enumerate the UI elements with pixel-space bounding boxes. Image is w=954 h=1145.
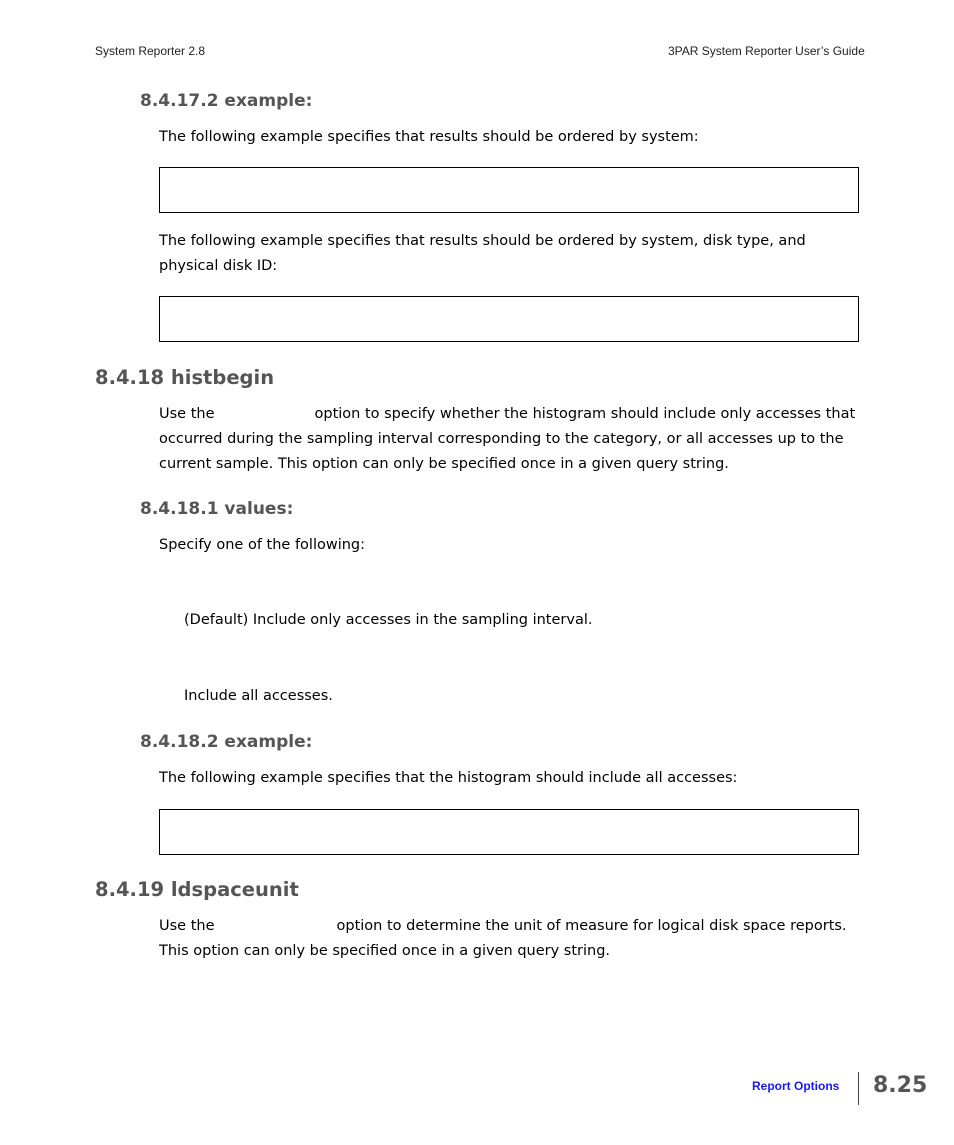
page-number: 8.25 — [873, 1073, 928, 1098]
paragraph-histogram-example — [159, 766, 859, 791]
heading-8-4-17-2: 8.4.17.2 example: — [140, 91, 313, 111]
paragraph-line: The following example specifies that results should be ordered by system: — [159, 129, 699, 145]
code-example-box-1 — [159, 167, 859, 213]
paragraph-line: The following example specifies that the histogram should include all accesses: — [159, 770, 738, 786]
paragraph-line: The following example specifies that results should be ordered by system, disk type, and — [159, 233, 806, 249]
paragraph-order-by-system-disk — [159, 229, 859, 279]
code-example-box-3 — [159, 809, 859, 855]
paragraph-histbegin — [159, 402, 859, 477]
running-header-right: 3PAR System Reporter User’s Guide — [668, 44, 865, 58]
heading-8-4-18-histbegin: 8.4.18 histbegin — [95, 366, 275, 389]
paragraph-line: This option can only be specified once in a given query string. — [159, 943, 611, 959]
text-fragment: option to determine the unit of measure for logical disk space reports. — [336, 918, 847, 934]
value-description-all: Include all accesses. — [184, 688, 333, 704]
paragraph-line: Specify one of the following: — [159, 537, 366, 553]
paragraph-ldspaceunit — [159, 914, 859, 964]
text-fragment: option to specify whether the histogram should include only accesses that — [314, 406, 856, 422]
paragraph-order-by-system — [159, 125, 859, 150]
text-fragment: Use the — [159, 918, 215, 934]
paragraph-line — [159, 914, 859, 939]
running-header-left: System Reporter 2.8 — [95, 44, 206, 58]
heading-8-4-18-1: 8.4.18.1 values: — [140, 499, 294, 519]
heading-8-4-19-ldspaceunit: 8.4.19 ldspaceunit — [95, 878, 299, 901]
footer-divider — [858, 1072, 859, 1105]
text-fragment: Use the — [159, 406, 215, 422]
paragraph-line: occurred during the sampling interval corresponding to the category, or all accesses up to the — [159, 431, 844, 447]
paragraph-line: current sample. This option can only be specified once in a given query string. — [159, 456, 729, 472]
footer-section-link[interactable]: Report Options — [752, 1079, 840, 1093]
code-example-box-2 — [159, 296, 859, 342]
value-description-default: (Default) Include only accesses in the sampling interval. — [184, 612, 593, 628]
paragraph-line — [159, 402, 859, 427]
paragraph-line: physical disk ID: — [159, 258, 278, 274]
heading-8-4-18-2: 8.4.18.2 example: — [140, 732, 313, 752]
paragraph-values-intro — [159, 533, 859, 558]
